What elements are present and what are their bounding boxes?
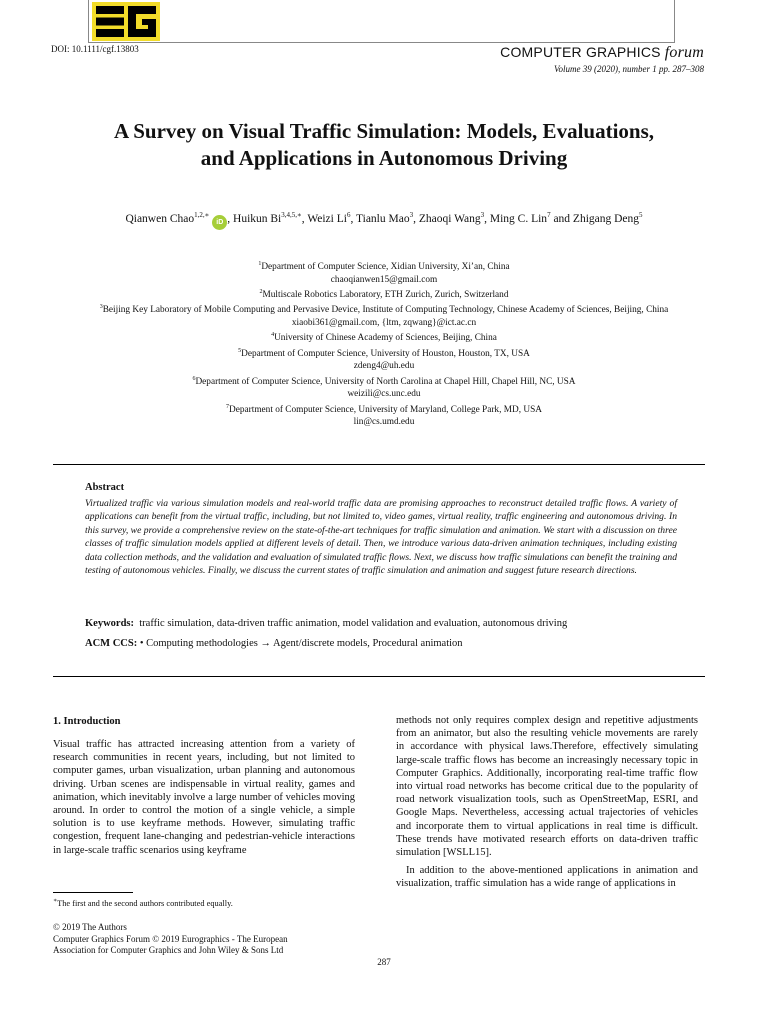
section-heading-introduction: 1. Introduction (53, 716, 121, 727)
page-number: 287 (377, 957, 391, 967)
copyright-line: Association for Computer Graphics and John Wiley & Sons Ltd (53, 945, 284, 956)
affiliation-line: $^1$Department of Computer Science, Xidian University, Xi’an, China (258, 261, 510, 273)
author[interactable]: Zhigang Deng$^5$ (572, 211, 643, 225)
copyright-line: © 2019 The Authors (53, 922, 127, 932)
keywords (85, 618, 567, 629)
doi: DOI: 10.1111/cgf.13803 (51, 44, 139, 54)
affiliation-email[interactable]: chaoqianwen15@gmail.com (330, 274, 438, 285)
volume-info: Volume 39 (2020), number 1 pp. 287–308 (554, 64, 704, 74)
affiliation-email[interactable]: zdeng4@uh.edu (353, 361, 415, 372)
right-column-text (396, 714, 698, 891)
footnote-divider (53, 892, 133, 893)
affiliation-line: $^7$Department of Computer Science, University of Maryland, College Park, MD, USA (226, 403, 542, 415)
journal-forum: forum (664, 44, 704, 61)
author[interactable]: Zhaoqi Wang$^3$ (418, 211, 485, 225)
affiliation-email[interactable]: xiaobi361@gmail.com, {ltm, zqwang}@ict.ac.cn (291, 317, 477, 328)
affiliation-email[interactable]: lin@cs.umd.edu (353, 417, 415, 428)
divider-bottom (53, 676, 705, 677)
title-line-1: A Survey on Visual Traffic Simulation: Models, Evaluations, (113, 119, 655, 143)
journal-title: COMPUTER GRAPHICS (500, 44, 661, 60)
copyright-line: Computer Graphics Forum © 2019 Eurographics - The European (53, 933, 288, 944)
keywords-text: traffic simulation, data-driven traffic animation, model validation and evaluation, autonomous driving (139, 618, 568, 629)
abstract-text: Virtualized traffic via various simulation models and real-world traffic data are promising approaches to reconstruct detailed traffic flows. A variety of applications can benefit from the virtual traffic, including, but not limited to, video games, virtual reality, traffic engineering and autonomous driving. In this survey, we provide a comprehensive review on the state-of-the-art techniques for traffic simulation and animation. We start with a discussion on three classes of traffic simulation models applied at different levels of detail. Then, we introduce various data-driven animation techniques, including existing data collection methods, and the validation and evaluation of simulated traffic flows. Next, we discuss how traffic simulations can benefit the training and testing of autonomous vehicles. Finally, we discuss the current states of traffic simulation and animation and suggest future research directions. (85, 498, 677, 577)
left-column-text: Visual traffic has attracted increasing attention from a variety of research communities in recent years, including, but not limited to computer games, urban visualization, urban planning and autonomous driving. Urban scenes are indispensable in virtual reality, games and animation, which inevitably involve a large number of vehicles moving around. In order to control the motion of a single vehicle, a simple solution is to use keyframe methods. However, simulating traffic congestion, frequent lane-changing and pedestrian-vehicle interactions in large-scale traffic scenarios using keyframe (53, 739, 355, 856)
author[interactable]: Qianwen Chao$^{1,2,∗}$ (125, 211, 210, 225)
affiliation-line: $^2$Multiscale Robotics Laboratory, ETH Zurich, Zurich, Switzerland (259, 288, 509, 300)
paper-title (40, 118, 728, 172)
author[interactable]: Ming C. Lin$^7$ (489, 211, 551, 225)
affiliation-line: $^4$University of Chinese Academy of Sciences, Beijing, China (271, 332, 497, 344)
divider-top (53, 464, 705, 465)
acm-text: • Computing methodologies → Agent/discrete models, Procedural animation (139, 638, 463, 649)
title-line-2: and Applications in Autonomous Driving (200, 146, 568, 170)
keywords-label: Keywords: (85, 618, 134, 629)
author[interactable]: Tianlu Mao$^3$ (356, 211, 414, 225)
header-frame (88, 0, 675, 43)
author-list: Qianwen Chao$^{1,2,∗}$ iD , Huikun $Bi^{3,4,5,∗}$, Weizi Li$^6$, Tianlu Mao$^3$, Zhaoqi Wang$^3$, Ming C. Lin$^7$ and Zhigang Deng$^5$ (40, 211, 728, 230)
copyright (53, 922, 353, 957)
paragraph: methods not only requires complex design and repetitive adjustments from an animator, but also the resulting vehicle movements are rarely in accordance with physical laws.Therefore, effectively simulating large-scale traffic flows has become an increasingly necessary topic in Computer Graphics. Additionally, incorporating real-time traffic flow into virtual road networks has become critical due to the popularity of road network visualization tools, such as OpenStreetMap, ESRI, and Google Maps. Nevertheless, accessing actual trajectories of vehicles and incorporate them to virtual applications in real time is difficult. These trends have motivated research efforts on data-driven traffic simulation [WSLL15]. (396, 715, 698, 859)
author[interactable]: Weizi Li$^6$ (307, 211, 351, 225)
author[interactable]: Huikun $Bi^{3,4,5,∗}$ (233, 211, 302, 225)
affiliations (30, 258, 738, 429)
affiliation-email[interactable]: weizili@cs.unc.edu (347, 389, 421, 400)
acm-label: ACM CCS: (85, 638, 138, 649)
abstract-heading: Abstract (85, 482, 125, 493)
orcid-icon[interactable]: iD (212, 215, 227, 230)
journal-name (500, 44, 704, 62)
affiliation-line: $^6$Department of Computer Science, University of North Carolina at Chapel Hill, Chapel Hill, NC, USA (192, 375, 576, 387)
eurographics-logo (92, 2, 160, 41)
footnote: ∗The first and the second authors contributed equally. (53, 898, 233, 908)
acm-ccs (85, 638, 463, 649)
paragraph: In addition to the above-mentioned applications in animation and visualization, traffic simulation has a wide range of applications in (396, 865, 698, 890)
affiliation-line: $^5$Department of Computer Science, University of Houston, Houston, TX, USA (238, 347, 530, 359)
affiliation-line: $^3$Beijing Key Laboratory of Mobile Computing and Pervasive Device, Institute of Computing Technology, Chinese Academy of Sciences, Beijing, China (99, 304, 669, 316)
